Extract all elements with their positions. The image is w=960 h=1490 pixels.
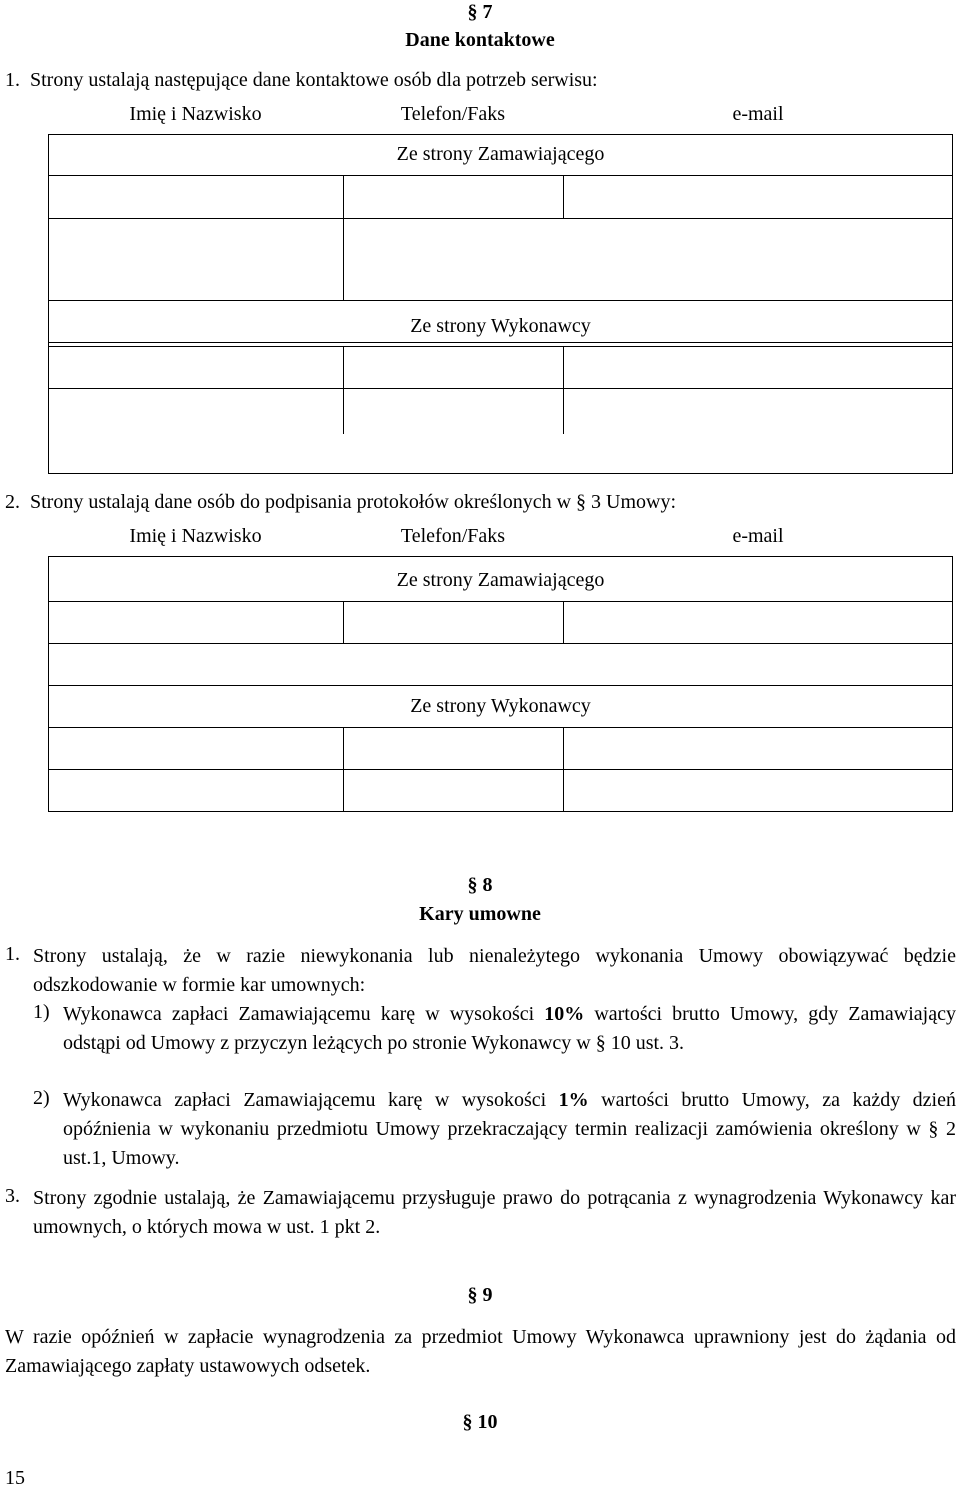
section-8-paragraph-3 [33, 1184, 956, 1242]
table-row-divider [48, 601, 953, 602]
table-row-divider [48, 218, 953, 219]
table-header-phone: Telefon/Faks [400, 525, 506, 547]
clause-text: wartości brutto Umowy, gdy Zamawiający odstąpi od Umowy z przyczyn leżących po stronie Wykonawcy w § 10 ust. 3. [63, 1003, 956, 1054]
item-number: 3. [5, 1185, 20, 1207]
table-column-divider [343, 388, 344, 434]
item-number: 1. [5, 943, 20, 965]
penalty-clause-2 [63, 1086, 956, 1173]
section-10-symbol: § 10 [462, 1411, 498, 1433]
item-number: 2) [33, 1087, 50, 1109]
paragraph-text: Strony ustalają, że w razie niewykonania lub nienależytego wykonania Umowy obowiązywać będzie odszkodowanie w formie kar umownych: [33, 945, 956, 996]
contacts-table-service [48, 94, 953, 474]
table-group-label: Ze strony Wykonawcy [410, 695, 591, 717]
table-group-label: Ze strony Zamawiającego [396, 569, 605, 591]
penalty-rate: 10% [544, 1003, 585, 1025]
page-number: 15 [5, 1467, 25, 1489]
table-row-divider [48, 643, 953, 644]
section-9-paragraph [5, 1323, 956, 1381]
table-row-divider [48, 727, 953, 728]
section-7-item-1: 1. Strony ustalają następujące dane kontaktowe osób dla potrzeb serwisu: [5, 69, 598, 91]
clause-text: Wykonawca zapłaci Zamawiającemu karę w wysokości [63, 1089, 559, 1111]
penalty-rate: 1% [558, 1089, 589, 1111]
clause-text: wartości brutto Umowy, za każdy dzień opóźnienia w wykonaniu przedmiotu Umowy przekraczający termin realizacji zamówienia określony w § 2 ust.1, Umowy. [63, 1089, 956, 1169]
contacts-table-protocols [48, 516, 953, 812]
table-group-label: Ze strony Wykonawcy [410, 315, 591, 337]
section-8-paragraph-1 [33, 942, 956, 1000]
table-grid [48, 134, 953, 474]
table-group-label: Ze strony Zamawiającego [396, 143, 605, 165]
section-7-symbol: § 7 [467, 1, 493, 23]
table-header-email: e-mail [732, 103, 784, 125]
table-row-divider [48, 388, 953, 389]
table-column-divider [343, 346, 344, 388]
penalty-clause-1 [63, 1000, 956, 1058]
table-header-name: Imię i Nazwisko [129, 525, 262, 547]
table-column-divider [343, 218, 344, 300]
item-number: 1) [33, 1001, 50, 1023]
table-row-divider [48, 769, 953, 770]
table-column-divider [343, 175, 344, 218]
table-row-divider [48, 300, 953, 301]
table-column-divider [563, 346, 564, 388]
paragraph-text: W razie opóźnień w zapłacie wynagrodzenia za przedmiot Umowy Wykonawca uprawniony jest do żądania od Zamawiającego zapłaty ustawowych odsetek. [5, 1326, 956, 1377]
section-9-symbol: § 9 [467, 1284, 493, 1306]
section-8-symbol: § 8 [467, 874, 493, 896]
table-row-divider [48, 346, 953, 347]
section-7-item-2: 2. Strony ustalają dane osób do podpisania protokołów określonych w § 3 Umowy: [5, 491, 677, 513]
clause-text: Wykonawca zapłaci Zamawiającemu karę w wysokości [63, 1003, 545, 1025]
table-column-divider [563, 388, 564, 434]
paragraph-text: Strony zgodnie ustalają, że Zamawiającemu przysługuje prawo do potrącania z wynagrodzenia Wykonawcy kar umownych, o których mowa w ust. 1 pkt 2. [33, 1187, 956, 1238]
table-column-divider [343, 601, 344, 643]
section-7-title: Dane kontaktowe [405, 29, 555, 51]
table-header-email: e-mail [732, 525, 784, 547]
table-column-divider [563, 175, 564, 218]
table-header-phone: Telefon/Faks [400, 103, 506, 125]
table-column-divider [563, 601, 564, 643]
table-row-divider [48, 175, 953, 176]
table-header-name: Imię i Nazwisko [129, 103, 262, 125]
section-8-title: Kary umowne [419, 903, 541, 925]
